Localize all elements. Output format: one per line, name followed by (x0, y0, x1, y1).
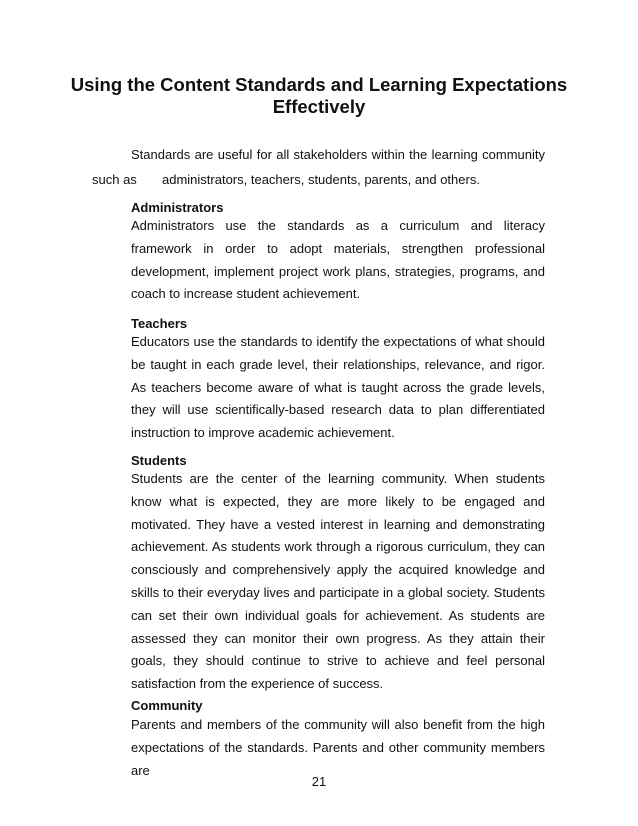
intro-line-1: Standards are useful for all stakeholders within the learning community (131, 147, 545, 162)
section-heading-community: Community (131, 698, 203, 713)
title-line-1: Using the Content Standards and Learning Expectations (70, 74, 568, 95)
intro-line-2-lead: such as (92, 172, 137, 187)
page-title (60, 74, 578, 118)
section-body-teachers: Educators use the standards to identify the expectations of what should be taught in each grade level, their relationships, relevance, and rigor. As teachers become aware of what is taught across the grade levels, they will use scientifically-based research data to plan differentiated instruction to improve academic achievement. (131, 334, 545, 441)
intro-line-2 (92, 167, 480, 192)
section-heading-students: Students (131, 453, 187, 468)
intro-paragraph (92, 142, 545, 187)
title-line-2: Effectively (272, 96, 366, 117)
section-community (131, 698, 545, 782)
page-number: 21 (311, 774, 327, 789)
section-heading-teachers: Teachers (131, 316, 188, 331)
section-teachers (131, 316, 545, 445)
intro-line-2-rest: administrators, teachers, students, parents, and others. (162, 172, 480, 187)
section-students (131, 453, 545, 696)
section-body-administrators: Administrators use the standards as a curriculum and literacy framework in order to adopt materials, strengthen professional development, implement project work plans, strategies, programs, and coach to increase student achievement. (131, 218, 545, 302)
section-body-community: Parents and members of the community will also benefit from the high expectations of the standards. Parents and other community members are (131, 717, 545, 778)
section-administrators (131, 200, 545, 306)
section-body-students: Students are the center of the learning community. When students know what is expected, they are more likely to be engaged and motivated. They have a vested interest in learning and demonstrating achievement. As students work through a rigorous curriculum, they can consciously and comprehensively apply the acquired knowledge and skills to their everyday lives and participate in a global society. Students can set their own individual goals for achievement. As students are assessed they can monitor their own progress. As they attain their goals, they should continue to strive to achieve and feel personal satisfaction from the experience of success. (131, 471, 545, 692)
section-heading-administrators: Administrators (131, 200, 224, 215)
